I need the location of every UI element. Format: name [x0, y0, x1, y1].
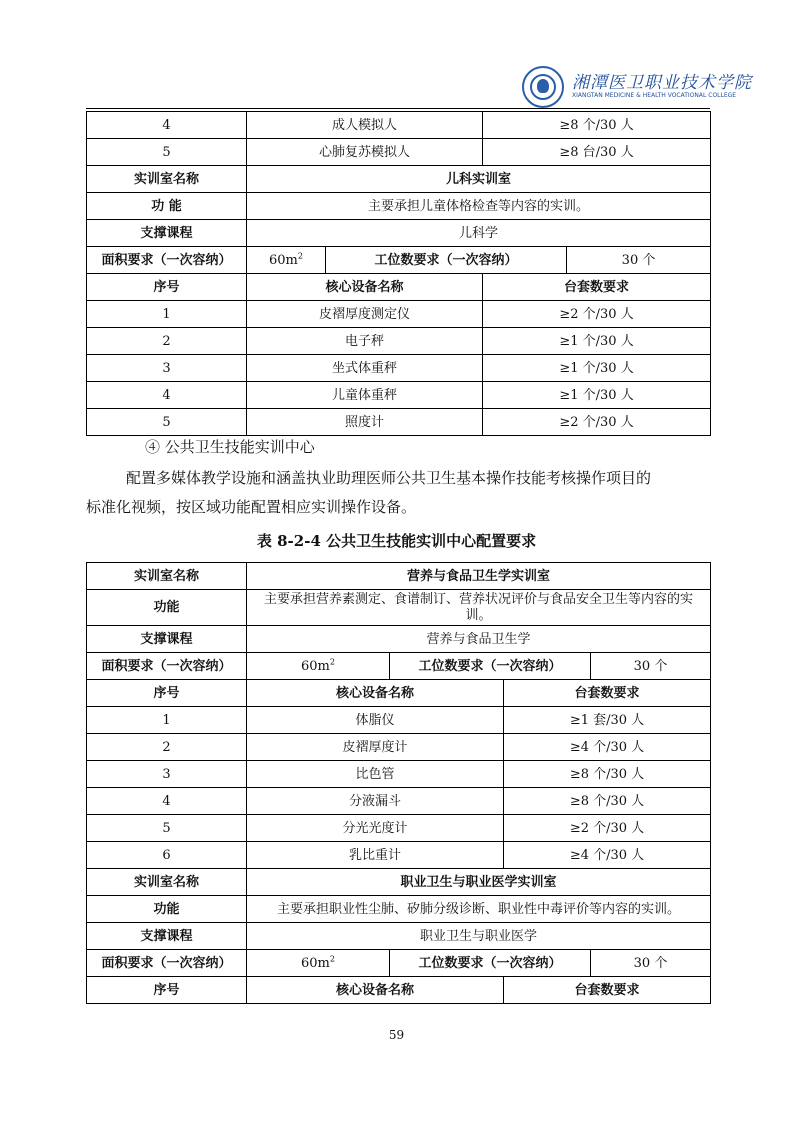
table-row: 5 照度计 ≥2 个/30 人	[87, 409, 711, 436]
table-row: 6 乳比重计 ≥4 个/30 人	[87, 842, 711, 869]
logo-chinese-name: 湘潭医卫职业技术学院	[572, 73, 752, 93]
page-number: 59	[388, 1028, 405, 1042]
area-row: 面积要求（一次容纳） $60m^2$ 工位数要求（一次容纳） 30 个	[87, 247, 711, 274]
table-row: 3 比色管 ≥8 个/30 人	[87, 761, 711, 788]
table-row: 5 心肺复苏模拟人 ≥8 台/30 人	[87, 139, 711, 166]
room-name-row: 实训室名称 职业卫生与职业医学实训室	[87, 869, 711, 896]
course-row: 支撑课程 职业卫生与职业医学	[87, 923, 711, 950]
column-header-row: 序号 核心设备名称 台套数要求	[87, 977, 711, 1004]
table-row: 2 皮褶厚度计 ≥4 个/30 人	[87, 734, 711, 761]
column-header-row: 序号 核心设备名称 台套数要求	[87, 680, 711, 707]
table-row: 1 皮褶厚度测定仪 ≥2 个/30 人	[87, 301, 711, 328]
paragraph-line: 标准化视频，按区域功能配置相应实训操作设备。	[86, 498, 417, 516]
table-row: 5 分光光度计 ≥2 个/30 人	[87, 815, 711, 842]
function-row: 功能 主要承担职业性尘肺、矽肺分级诊断、职业性中毒评价等内容的实训。	[87, 896, 711, 923]
table-row: 3 坐式体重秤 ≥1 个/30 人	[87, 355, 711, 382]
equipment-table-continued	[86, 111, 711, 436]
area-row: 面积要求（一次容纳） $60m^2$ 工位数要求（一次容纳） 30 个	[87, 950, 711, 977]
function-row: 功 能 主要承担儿童体格检查等内容的实训。	[87, 193, 711, 220]
header-rule	[86, 108, 710, 109]
table-row: 2 电子秤 ≥1 个/30 人	[87, 328, 711, 355]
table-caption: 表 8-2-4 公共卫生技能实训中心配置要求	[256, 532, 537, 550]
logo-english-name: XIANGTAN MEDICINE & HEALTH VOCATIONAL COLLEGE	[572, 92, 737, 99]
room-name-row: 实训室名称 儿科实训室	[87, 166, 711, 193]
table-row: 4 儿童体重秤 ≥1 个/30 人	[87, 382, 711, 409]
course-row: 支撑课程 儿科学	[87, 220, 711, 247]
function-row: 功能 主要承担营养素测定、食谱制订、营养状况评价与食品安全卫生等内容的实训。	[87, 590, 711, 626]
area-row: 面积要求（一次容纳） $60m^2$ 工位数要求（一次容纳） 30 个	[87, 653, 711, 680]
room-name-row: 实训室名称 营养与食品卫生学实训室	[87, 563, 711, 590]
paragraph-line: 配置多媒体教学设施和涵盖执业助理医师公共卫生基本操作技能考核操作项目的	[126, 469, 652, 487]
college-seal-icon	[522, 66, 564, 108]
table-row: 4 成人模拟人 ≥8 个/30 人	[87, 112, 711, 139]
public-health-training-table	[86, 562, 711, 1004]
course-row: 支撑课程 营养与食品卫生学	[87, 626, 711, 653]
table-row: 4 分液漏斗 ≥8 个/30 人	[87, 788, 711, 815]
table-row: 1 体脂仪 ≥1 套/30 人	[87, 707, 711, 734]
section-heading: ④ 公共卫生技能实训中心	[145, 438, 315, 456]
column-header-row: 序号 核心设备名称 台套数要求	[87, 274, 711, 301]
college-logo	[522, 66, 752, 110]
